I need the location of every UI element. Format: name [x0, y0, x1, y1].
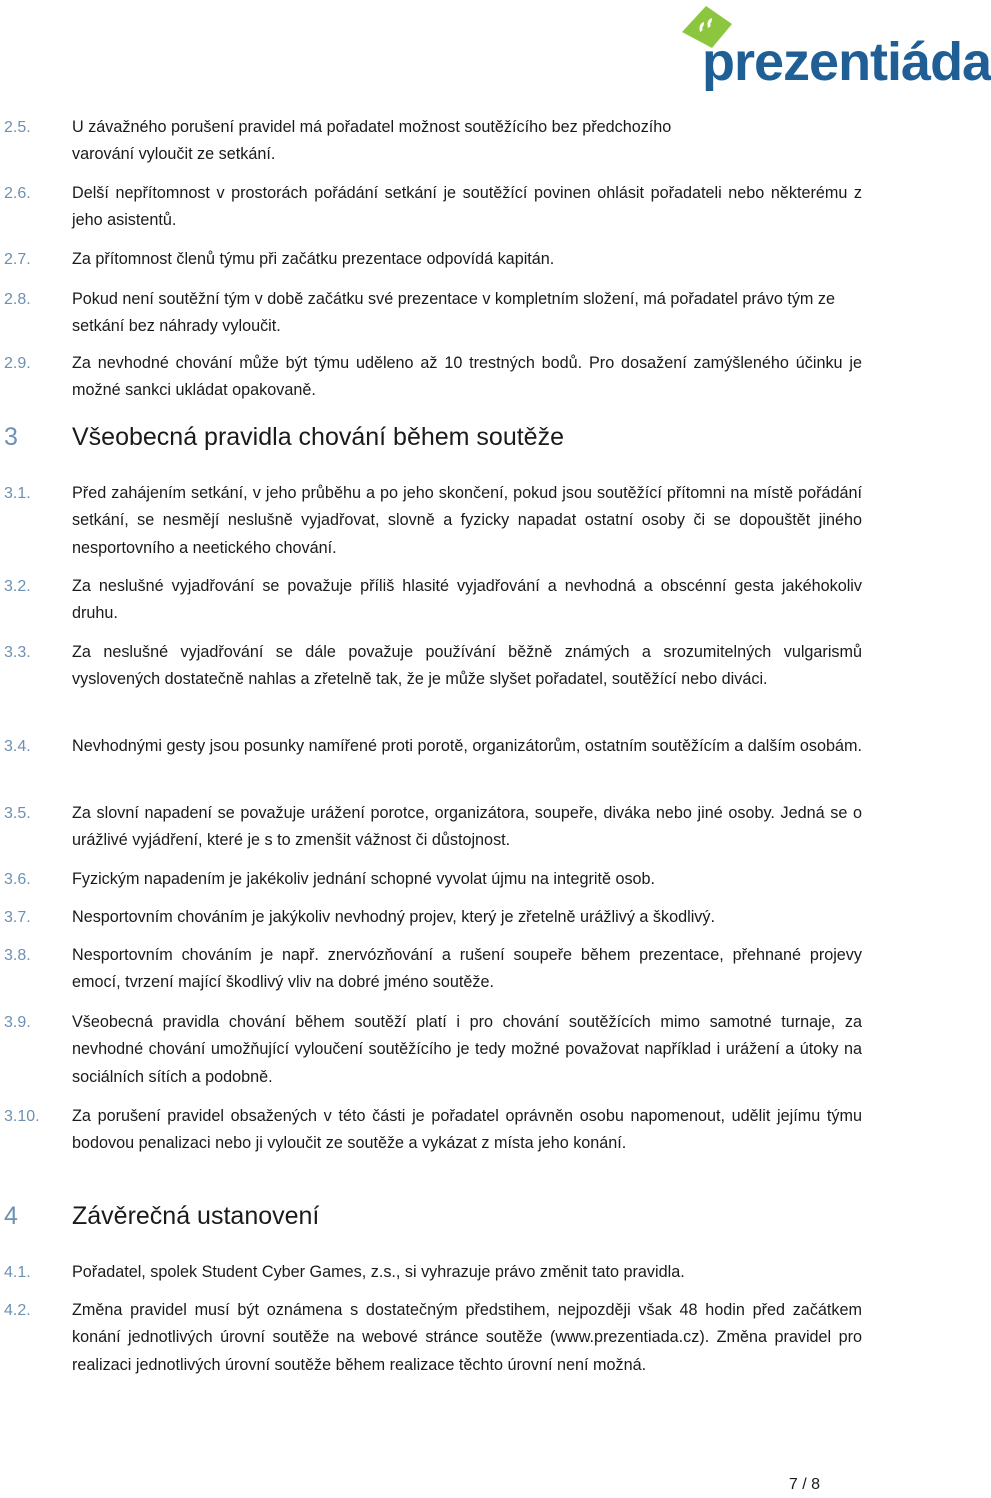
section-number: 4 [4, 1202, 18, 1230]
item-number: 2.5. [4, 119, 31, 136]
item-text: Všeobecná pravidla chování během soutěží platí i pro chování soutěžících mimo samotné turnaje, za nevhodné chování umožňující vyloučení soutěžícího je tedy možné považovat například i urážení a útoky na sociálních sítích a podobně. [72, 1013, 862, 1086]
item-number: 3.1. [4, 485, 31, 502]
item-text: Za neslušné vyjadřování se považuje příliš hlasité vyjadřování a nevhodná a obscénní gesta jakéhokoliv druhu. [72, 577, 862, 623]
section-title: Všeobecná pravidla chování během soutěže [72, 423, 564, 451]
item-text: Před zahájením setkání, v jeho průběhu a po jeho skončení, pokud jsou soutěžící přítomni na místě pořádání setkání, se nesmějí neslušně vyjadřovat, slovně a fyzicky napadat ostatní osoby či se dopouštět jiného nesportovního a neetického chování. [72, 484, 862, 557]
item-text: Nevhodnými gesty jsou posunky namířené proti porotě, organizátorům, ostatním soutěžícím a dalším osobám. [72, 737, 862, 755]
logo-wordmark: prezentiáda [702, 32, 991, 92]
item-text: Za neslušné vyjadřování se dále považuje používání běžně známých a srozumitelných vulgarismů vyslovených dostatečně nahlas a zřetelně tak, že je může slyšet pořadatel, soutěžící nebo diváci. [72, 643, 862, 689]
item-number: 2.7. [4, 251, 31, 268]
item-text: Pokud není soutěžní tým v době začátku své prezentace v kompletním složení, má pořadatel právo tým ze setkání bez náhrady vyloučit. [72, 290, 836, 336]
item-text: Nesportovním chováním je jakýkoliv nevhodný projev, který je zřetelně urážlivý a škodlivý. [72, 908, 715, 926]
item-text: U závažného porušení pravidel má pořadatel možnost soutěžícího bez předchozího varování vyloučit ze setkání. [72, 118, 672, 164]
item-text: Nesportovním chováním je např. znervózňování a rušení soupeře během prezentace, přehnané projevy emocí, tvrzení mající škodlivý vliv na dobré jméno soutěže. [72, 946, 862, 992]
item-text: Za přítomnost členů týmu při začátku prezentace odpovídá kapitán. [72, 250, 555, 268]
item-number: 3.7. [4, 909, 31, 926]
item-number: 3.9. [4, 1014, 31, 1031]
item-text: Změna pravidel musí být oznámena s dostatečným předstihem, nejpozději však 48 hodin před začátkem konání jednotlivých úrovní soutěže na webové stránce soutěže (www.prezentiada.cz). Změna pravidel pro realizaci jednotlivých úrovní soutěže během realizace těchto úrovní není možná. [72, 1301, 862, 1374]
item-number: 3.3. [4, 644, 31, 661]
section-title: Závěrečná ustanovení [72, 1202, 320, 1230]
item-number: 2.8. [4, 291, 31, 308]
item-text: Pořadatel, spolek Student Cyber Games, z.s., si vyhrazuje právo změnit tato pravidla. [72, 1263, 685, 1281]
item-number: 4.1. [4, 1264, 31, 1281]
item-text: Za porušení pravidel obsažených v této části je pořadatel oprávněn osobu napomenout, udělit jejímu týmu bodovou penalizaci nebo ji vyloučit ze soutěže a vykázat z místa jeho konání. [72, 1107, 862, 1153]
item-number: 4.2. [4, 1302, 31, 1319]
page-number: 7 / 8 [788, 1476, 820, 1493]
item-number: 3.2. [4, 578, 31, 595]
item-number: 2.9. [4, 355, 31, 372]
item-text: Za slovní napadení se považuje urážení porotce, organizátora, soupeře, diváka nebo jiné osoby. Jedná se o urážlivé vyjádření, které je s to zmenšit vážnost či důstojnost. [72, 804, 862, 850]
item-number: 3.4. [4, 738, 31, 755]
item-number: 3.10. [4, 1108, 40, 1125]
item-number: 3.8. [4, 947, 31, 964]
prezentiada-logo [672, 2, 991, 102]
item-number: 3.6. [4, 871, 31, 888]
section-number: 3 [4, 423, 18, 451]
item-text: Za nevhodné chování může být týmu uděleno až 10 trestných bodů. Pro dosažení zamýšleného účinku je možné sankci ukládat opakovaně. [72, 354, 862, 400]
item-text: Fyzickým napadením je jakékoliv jednání schopné vyvolat újmu na integritě osob. [72, 870, 656, 888]
item-text: Delší nepřítomnost v prostorách pořádání setkání je soutěžící povinen ohlásit pořadateli nebo některému z jeho asistentů. [72, 184, 862, 230]
item-number: 3.5. [4, 805, 31, 822]
item-number: 2.6. [4, 185, 31, 202]
